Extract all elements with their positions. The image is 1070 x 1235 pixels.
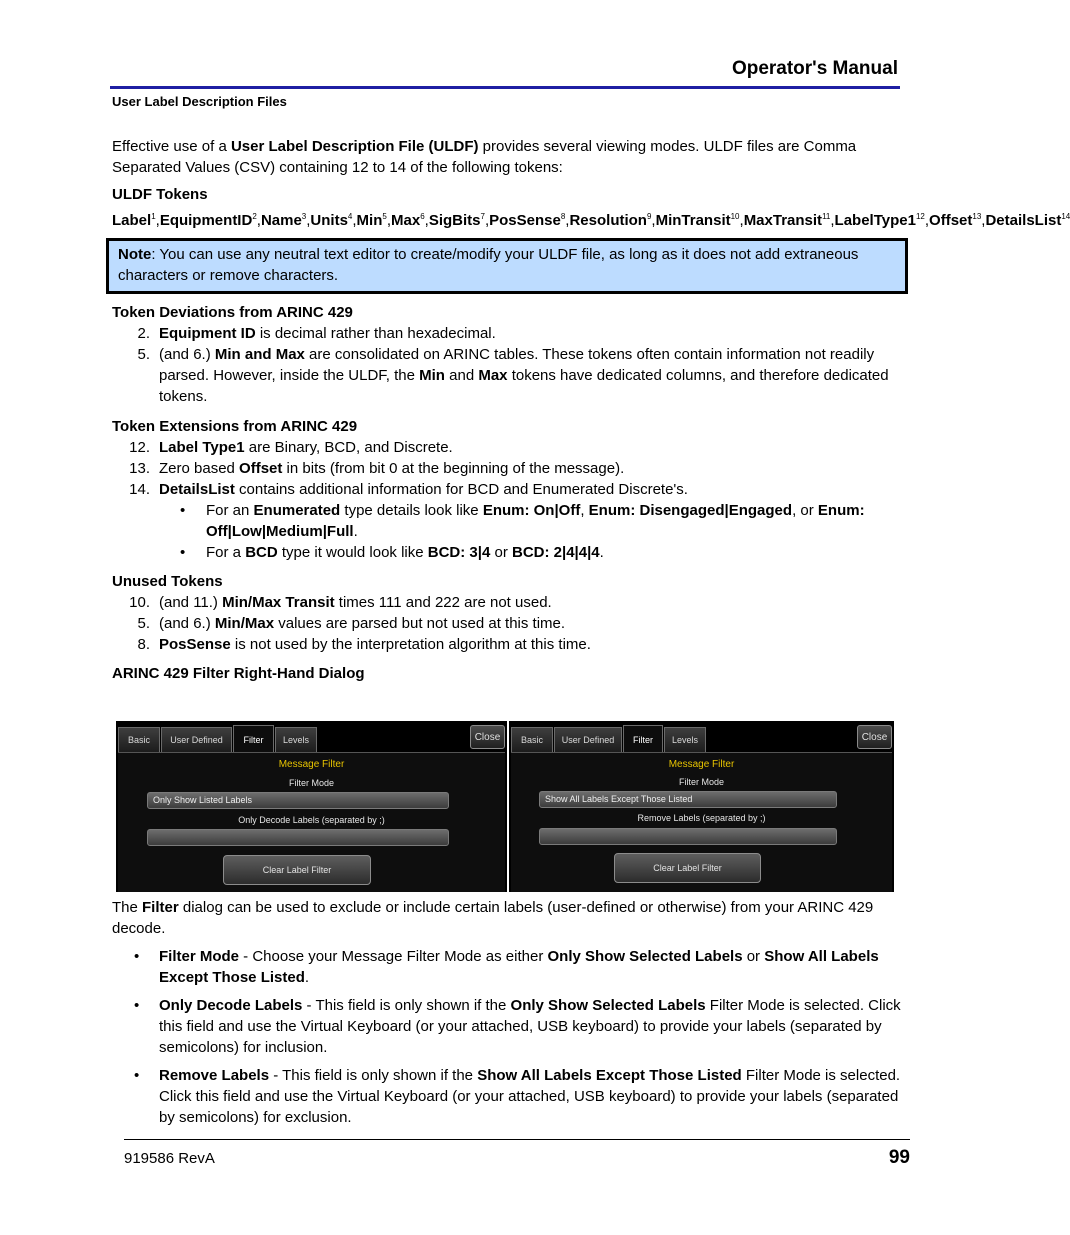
filter-mode-label: Filter Mode [678, 777, 724, 787]
list-item: 12. Label Type1 are Binary, BCD, and Discrete. [129, 439, 453, 456]
message-filter-title: Message Filter [668, 759, 735, 770]
list-item: 14. DetailsList contains additional information for BCD and Enumerated Discrete's. [129, 481, 688, 498]
dialog-body [118, 752, 505, 892]
message-filter-title: Message Filter [278, 759, 345, 770]
extensions-list [112, 437, 902, 500]
tab-basic[interactable]: Basic [511, 727, 553, 752]
main-content [112, 136, 1070, 684]
uldf-token: EquipmentID [159, 212, 253, 229]
token-index: 13 [972, 212, 982, 221]
tab-basic[interactable]: Basic [118, 727, 160, 752]
header-rule [110, 86, 900, 89]
only-decode-labels-label: Only Decode Labels (separated by ;) [238, 815, 385, 825]
list-item: 5. (and 6.) Min and Max are consolidated on ARINC tables. These tokens often contain information not readily parsed. However, inside the ULDF, the Min and Max tokens have dedicated columns, and therefore dedicated tokens. [137, 346, 889, 405]
only-show-filter-dialog [116, 721, 507, 892]
extensions-heading: Token Extensions from ARINC 429 [112, 418, 358, 435]
token-separator: , [651, 212, 656, 229]
dialog-tab-bar [118, 723, 505, 752]
token-separator: , [256, 212, 261, 229]
deviations-heading: Token Deviations from ARINC 429 [112, 304, 353, 321]
token-separator: , [830, 212, 835, 229]
uldf-token: Label [112, 212, 152, 229]
token-separator: , [424, 212, 429, 229]
token-index: 12 [915, 212, 925, 221]
uldf-token: Min [356, 212, 383, 229]
filter-options-list [112, 946, 902, 1128]
uldf-tokens-heading: ULDF Tokens [112, 186, 208, 203]
token-index: 2 [252, 212, 257, 221]
token-separator: , [155, 212, 160, 229]
deviations-list [112, 323, 902, 407]
list-item: 13. Zero based Offset in bits (from bit 0 at the beginning of the message). [129, 460, 625, 477]
token-separator: , [739, 212, 744, 229]
unused-heading: Unused Tokens [112, 573, 223, 590]
list-item: 8. PosSense is not used by the interpretation algorithm at this time. [137, 636, 591, 653]
uldf-token: MaxTransit [743, 212, 823, 229]
filter-mode-select[interactable]: Show All Labels Except Those Listed [539, 791, 837, 808]
note-box [106, 238, 908, 294]
list-item: • Filter Mode - Choose your Message Filter Mode as either Only Show Selected Labels or Show All Labels Except Those Listed. [112, 946, 902, 988]
tab-user-defined[interactable]: User Defined [554, 727, 622, 752]
uldf-token: DetailsList [985, 212, 1062, 229]
tab-filter[interactable]: Filter [623, 725, 663, 754]
page-number: 99 [888, 1147, 910, 1168]
token-index: 6 [420, 212, 425, 221]
only-decode-labels-input[interactable] [147, 829, 449, 846]
uldf-token-list [112, 210, 1070, 231]
filter-description: The Filter dialog can be used to exclude or include certain labels (user-defined or otherwise) from your ARINC 429 decode. [112, 899, 874, 937]
token-index: 11 [822, 212, 831, 221]
filter-dialog-heading: ARINC 429 Filter Right-Hand Dialog [112, 665, 365, 682]
details-sub-list [112, 500, 902, 563]
token-index: 10 [730, 212, 740, 221]
dialog-tab-bar [511, 723, 892, 752]
token-index: 5 [382, 212, 387, 221]
uldf-token: PosSense [489, 212, 561, 229]
show-all-except-filter-dialog [509, 721, 894, 892]
list-item: • Remove Labels - This field is only shown if the Show All Labels Except Those Listed Filter Mode is selected. Click this field and use the Virtual Keyboard (or your attached, USB keyboard) to provide your labels (separated by semicolons) for exclusion. [112, 1065, 902, 1128]
tab-user-defined[interactable]: User Defined [161, 727, 232, 752]
list-item: • For an Enumerated type details look like Enum: On|Off, Enum: Disengaged|Engaged, or Enum: Off|Low|Medium|Full. [112, 500, 902, 542]
remove-labels-label: Remove Labels (separated by ;) [637, 813, 766, 823]
document-id: 919586 RevA [124, 1150, 215, 1167]
list-item: 10. (and 11.) Min/Max Transit times 111 and 222 are not used. [129, 594, 552, 611]
token-index: 14 [1061, 212, 1070, 221]
token-separator: , [352, 212, 357, 229]
tab-levels[interactable]: Levels [275, 727, 317, 752]
token-separator: , [386, 212, 391, 229]
remove-labels-input[interactable] [539, 828, 837, 845]
token-index: 1 [151, 212, 156, 221]
uldf-token: Resolution [569, 212, 647, 229]
dialog-body [511, 752, 892, 892]
uldf-token: Units [310, 212, 348, 229]
list-item: 5. (and 6.) Min/Max values are parsed but not used at this time. [137, 615, 566, 632]
list-item: 2. Equipment ID is decimal rather than hexadecimal. [137, 325, 496, 342]
token-index: 8 [560, 212, 566, 221]
page-header-title: Operator's Manual [731, 58, 898, 79]
token-separator: , [565, 212, 570, 229]
unused-list [112, 592, 902, 655]
uldf-token: MinTransit [655, 212, 731, 229]
token-separator: , [924, 212, 930, 229]
token-separator: , [981, 212, 986, 229]
uldf-token: Name [260, 212, 302, 229]
token-separator: , [484, 212, 490, 229]
note-label: Note [118, 246, 152, 263]
filter-mode-label: Filter Mode [288, 778, 334, 788]
token-index: 3 [301, 212, 307, 221]
footer-rule [124, 1139, 910, 1140]
filter-dialog-screenshots [116, 721, 894, 892]
clear-label-filter-button[interactable]: Clear Label Filter [223, 855, 371, 885]
token-index: 9 [646, 212, 652, 221]
token-index: 4 [347, 212, 353, 221]
close-button[interactable]: Close [857, 725, 892, 749]
section-name: User Label Description Files [112, 94, 287, 109]
list-item: • For a BCD type it would look like BCD: 3|4 or BCD: 2|4|4|4. [112, 542, 902, 563]
token-index: 7 [480, 212, 485, 221]
note-text: : You can use any neutral text editor to create/modify your ULDF file, as long as it does not add extraneous characters or remove characters. [118, 246, 859, 284]
filter-description-section [112, 897, 902, 1135]
uldf-token: LabelType1 [834, 212, 916, 229]
tab-levels[interactable]: Levels [664, 727, 706, 752]
filter-mode-select[interactable]: Only Show Listed Labels [147, 792, 449, 809]
tab-filter[interactable]: Filter [233, 725, 274, 754]
uldf-token: Max [391, 212, 421, 229]
token-separator: , [306, 212, 311, 229]
intro-paragraph: Effective use of a User Label Description File (ULDF) provides several viewing modes. ULDF files are Comma Separated Values (CSV) containing 12 to 14 of the following tokens: [112, 138, 857, 176]
uldf-token: Offset [929, 212, 973, 229]
list-item: • Only Decode Labels - This field is only shown if the Only Show Selected Labels Filter Mode is selected. Click this field and use the Virtual Keyboard (or your attached, USB keyboard) to provide your labels (separated by semicolons) for inclusion. [112, 995, 902, 1058]
close-button[interactable]: Close [470, 725, 505, 749]
uldf-token: SigBits [428, 212, 481, 229]
clear-label-filter-button[interactable]: Clear Label Filter [614, 853, 761, 883]
